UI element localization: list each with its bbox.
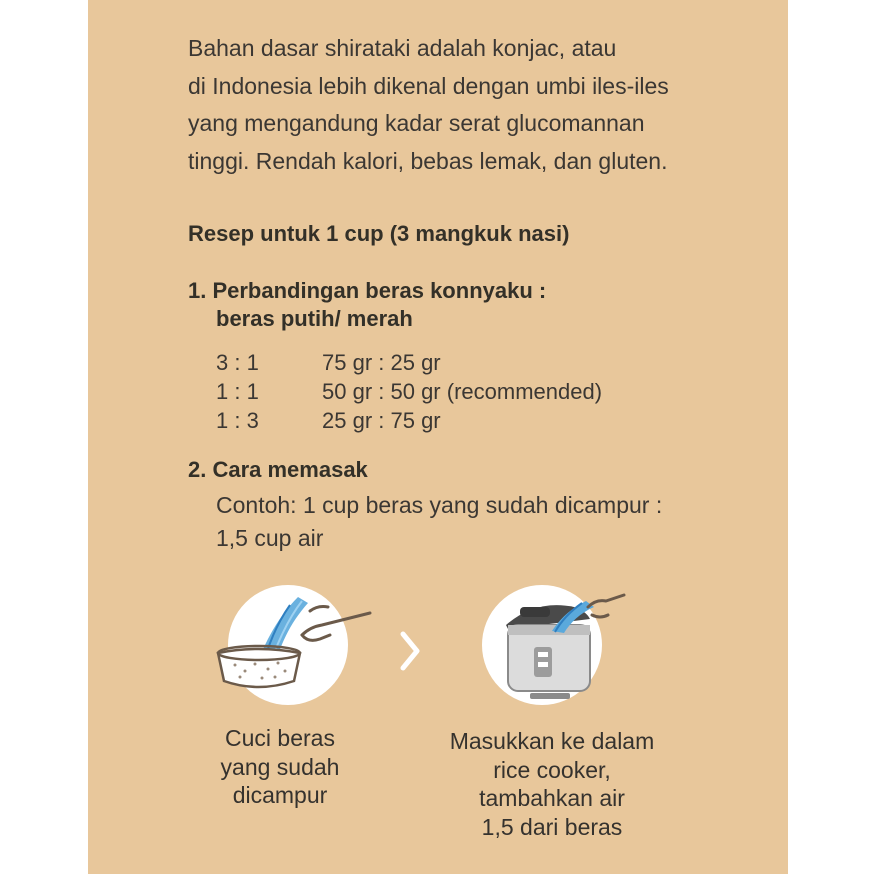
intro-paragraph [188,30,768,180]
ratio-row [216,379,636,405]
caption-line: Cuci beras [225,725,335,751]
step2-water: 1,5 cup air [216,525,324,551]
caption-line: 1,5 dari beras [481,813,623,840]
ratio-row [216,350,636,376]
caption-line: tambahkan air [479,785,625,811]
ratio-row [216,408,636,434]
ratio-value: 1 : 3 [216,408,259,433]
step-caption-wash [190,724,370,810]
ratio-weights: 50 gr : 50 gr (recommended) [322,379,603,404]
chevron-right-icon [399,630,421,672]
caption-line: Masukkan ke dalam [449,728,655,754]
step2-example: Contoh: 1 cup beras yang sudah dicampur : [216,492,663,518]
ratio-weights: 25 gr : 75 gr [322,408,441,433]
ratio-value: 1 : 1 [216,379,259,404]
rice-cooker-icon [490,585,630,710]
recipe-title: Resep untuk 1 cup (3 mangkuk nasi) [188,221,570,246]
caption-line: yang sudah [220,753,340,780]
intro-line: yang mengandung kadar serat glucomannan [188,110,645,136]
caption-line: rice cooker, [493,756,611,783]
ratio-weights: 75 gr : 25 gr [322,350,441,375]
washing-rice-bowl-icon [210,585,380,710]
step2-title: 2. Cara memasak [188,457,368,482]
step-caption-cook [420,727,684,841]
caption-line: dicampur [232,782,328,808]
ratio-value: 3 : 1 [216,350,259,375]
step1-title: 1. Perbandingan beras konnyaku : [188,278,547,303]
intro-line: di Indonesia lebih dikenal dengan umbi iles-iles [188,72,669,99]
step1-subtitle: beras putih/ merah [216,306,413,331]
intro-line: Bahan dasar shirataki adalah konjac, atau [188,35,617,61]
intro-line: tinggi. Rendah kalori, bebas lemak, dan gluten. [188,147,668,174]
